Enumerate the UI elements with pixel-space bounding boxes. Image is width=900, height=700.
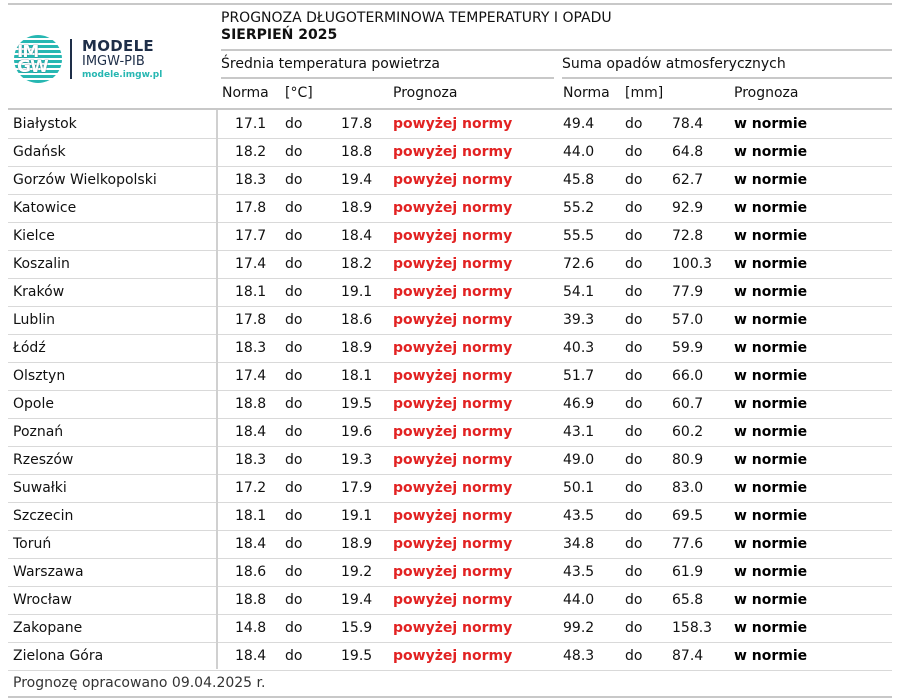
temp-forecast: powyżej normy xyxy=(393,368,513,384)
temp-forecast: powyżej normy xyxy=(393,228,513,244)
temp-forecast: powyżej normy xyxy=(393,200,513,216)
precip-forecast: w normie xyxy=(734,396,808,412)
city-cell: Kraków xyxy=(13,284,65,300)
temp-range-sep: do xyxy=(285,312,303,328)
temp-forecast: powyżej normy xyxy=(393,340,513,356)
city-cell: Warszawa xyxy=(13,564,84,580)
temp-norm-min: 18.1 xyxy=(235,284,267,300)
precip-forecast: w normie xyxy=(734,200,808,216)
temp-norm-min: 17.4 xyxy=(235,368,267,384)
city-cell: Szczecin xyxy=(13,508,74,524)
precip-range-sep: do xyxy=(625,592,643,608)
precip-norm-min: 55.2 xyxy=(563,200,595,216)
precip-forecast: w normie xyxy=(734,480,808,496)
precip-norm-min: 50.1 xyxy=(563,480,595,496)
precip-norm-max: 78.4 xyxy=(672,116,704,132)
temp-norm-max: 18.1 xyxy=(341,368,373,384)
temp-norm-max: 19.1 xyxy=(341,284,373,300)
temp-norm-min: 18.3 xyxy=(235,172,267,188)
temp-range-sep: do xyxy=(285,424,303,440)
precip-range-sep: do xyxy=(625,620,643,636)
temp-forecast: powyżej normy xyxy=(393,144,513,160)
precip-range-sep: do xyxy=(625,564,643,580)
table-row xyxy=(8,194,892,223)
temp-range-sep: do xyxy=(285,340,303,356)
temp-norm-max: 19.3 xyxy=(341,452,373,468)
precip-norm-min: 54.1 xyxy=(563,284,595,300)
precip-norm-min: 40.3 xyxy=(563,340,595,356)
temp-norm-min: 17.1 xyxy=(235,116,267,132)
precip-forecast: w normie xyxy=(734,312,808,328)
temp-norm-min: 18.2 xyxy=(235,144,267,160)
precip-norm-max: 69.5 xyxy=(672,508,704,524)
page-title: PROGNOZA DŁUGOTERMINOWA TEMPERATURY I OPADU xyxy=(221,10,612,26)
temp-range-sep: do xyxy=(285,368,303,384)
precip-forecast: w normie xyxy=(734,620,808,636)
temp-norm-min: 18.1 xyxy=(235,508,267,524)
temp-range-sep: do xyxy=(285,228,303,244)
precip-forecast: w normie xyxy=(734,144,808,160)
temp-norma-header: Norma xyxy=(222,85,269,101)
city-cell: Łódź xyxy=(13,340,46,356)
precip-forecast: w normie xyxy=(734,256,808,272)
precip-norm-max: 77.9 xyxy=(672,284,704,300)
temp-norm-min: 17.8 xyxy=(235,312,267,328)
table-row xyxy=(8,222,892,251)
precip-norm-max: 100.3 xyxy=(672,256,713,272)
precip-norm-max: 59.9 xyxy=(672,340,704,356)
table-row xyxy=(8,138,892,167)
precip-range-sep: do xyxy=(625,340,643,356)
precip-forecast: w normie xyxy=(734,536,808,552)
table-row xyxy=(8,390,892,419)
temp-norm-min: 18.4 xyxy=(235,536,267,552)
temp-norm-max: 15.9 xyxy=(341,620,373,636)
precip-norm-max: 60.2 xyxy=(672,424,704,440)
temp-forecast: powyżej normy xyxy=(393,620,513,636)
temp-norm-max: 18.9 xyxy=(341,200,373,216)
precip-range-sep: do xyxy=(625,480,643,496)
logo-separator xyxy=(70,39,72,79)
bottom-divider xyxy=(8,696,892,698)
precip-forecast: w normie xyxy=(734,424,808,440)
temp-norm-min: 14.8 xyxy=(235,620,267,636)
city-cell: Zakopane xyxy=(13,620,83,636)
temp-norm-min: 17.7 xyxy=(235,228,267,244)
footer-note: Prognozę opracowano 09.04.2025 r. xyxy=(13,675,266,691)
precip-norm-min: 46.9 xyxy=(563,396,595,412)
temp-range-sep: do xyxy=(285,396,303,412)
temp-range-sep: do xyxy=(285,172,303,188)
precip-range-sep: do xyxy=(625,172,643,188)
precip-norm-min: 48.3 xyxy=(563,648,595,664)
temp-forecast: powyżej normy xyxy=(393,116,513,132)
table-row xyxy=(8,558,892,587)
precip-range-sep: do xyxy=(625,396,643,412)
precip-forecast: w normie xyxy=(734,116,808,132)
temp-forecast: powyżej normy xyxy=(393,424,513,440)
temp-forecast: powyżej normy xyxy=(393,312,513,328)
precip-norm-min: 39.3 xyxy=(563,312,595,328)
table-row xyxy=(8,250,892,279)
precip-norm-max: 61.9 xyxy=(672,564,704,580)
precip-norm-max: 77.6 xyxy=(672,536,704,552)
precip-norm-min: 72.6 xyxy=(563,256,595,272)
temp-norm-max: 19.2 xyxy=(341,564,373,580)
table-row xyxy=(8,474,892,503)
precip-norm-min: 99.2 xyxy=(563,620,595,636)
precip-norm-min: 34.8 xyxy=(563,536,595,552)
temp-forecast: powyżej normy xyxy=(393,564,513,580)
temp-forecast: powyżej normy xyxy=(393,536,513,552)
precip-forecast: w normie xyxy=(734,340,808,356)
table-row xyxy=(8,362,892,391)
precip-range-sep: do xyxy=(625,424,643,440)
precip-range-sep: do xyxy=(625,144,643,160)
temp-range-sep: do xyxy=(285,284,303,300)
precip-norm-max: 57.0 xyxy=(672,312,704,328)
city-cell: Rzeszów xyxy=(13,452,74,468)
temp-norm-min: 18.8 xyxy=(235,396,267,412)
precip-norm-min: 45.8 xyxy=(563,172,595,188)
table-row xyxy=(8,614,892,643)
precip-norma-header: Norma xyxy=(563,85,610,101)
temp-norm-min: 18.8 xyxy=(235,592,267,608)
temp-range-sep: do xyxy=(285,648,303,664)
temp-norm-max: 18.8 xyxy=(341,144,373,160)
precip-range-sep: do xyxy=(625,648,643,664)
temp-group-divider xyxy=(221,77,554,79)
temp-norm-max: 19.1 xyxy=(341,508,373,524)
temp-norm-max: 19.4 xyxy=(341,592,373,608)
logo-name: MODELE xyxy=(82,37,154,55)
table-row xyxy=(8,166,892,195)
logo-circle-line2: GW xyxy=(17,57,48,77)
precip-norm-min: 49.4 xyxy=(563,116,595,132)
imgw-emblem-icon xyxy=(14,35,62,83)
precip-norm-max: 72.8 xyxy=(672,228,704,244)
city-cell: Toruń xyxy=(13,536,52,552)
precip-norm-max: 87.4 xyxy=(672,648,704,664)
precip-range-sep: do xyxy=(625,116,643,132)
precip-range-sep: do xyxy=(625,284,643,300)
temp-norm-min: 17.8 xyxy=(235,200,267,216)
temp-norm-max: 17.9 xyxy=(341,480,373,496)
precip-forecast: w normie xyxy=(734,284,808,300)
temp-forecast: powyżej normy xyxy=(393,172,513,188)
temp-unit-header: [°C] xyxy=(285,85,313,101)
precip-norm-min: 43.5 xyxy=(563,508,595,524)
precip-norm-min: 44.0 xyxy=(563,592,595,608)
temp-norm-min: 18.6 xyxy=(235,564,267,580)
temp-norm-max: 18.2 xyxy=(341,256,373,272)
temp-range-sep: do xyxy=(285,480,303,496)
temp-norm-max: 19.4 xyxy=(341,172,373,188)
temp-range-sep: do xyxy=(285,620,303,636)
table-row xyxy=(8,306,892,335)
precip-range-sep: do xyxy=(625,368,643,384)
precip-norm-min: 51.7 xyxy=(563,368,595,384)
temp-forecast: powyżej normy xyxy=(393,284,513,300)
precip-norm-min: 43.1 xyxy=(563,424,595,440)
temp-norm-max: 17.8 xyxy=(341,116,373,132)
temp-forecast: powyżej normy xyxy=(393,256,513,272)
temp-norm-min: 17.4 xyxy=(235,256,267,272)
precip-forecast: w normie xyxy=(734,452,808,468)
imgw-logo xyxy=(14,35,164,87)
precip-forecast: w normie xyxy=(734,592,808,608)
temp-forecast: powyżej normy xyxy=(393,452,513,468)
precip-range-sep: do xyxy=(625,508,643,524)
temp-norm-min: 18.4 xyxy=(235,648,267,664)
precip-norm-min: 44.0 xyxy=(563,144,595,160)
temp-range-sep: do xyxy=(285,144,303,160)
precip-norm-min: 43.5 xyxy=(563,564,595,580)
temp-forecast: powyżej normy xyxy=(393,508,513,524)
temp-range-sep: do xyxy=(285,200,303,216)
precip-forecast: w normie xyxy=(734,508,808,524)
temp-norm-max: 19.6 xyxy=(341,424,373,440)
precip-norm-min: 55.5 xyxy=(563,228,595,244)
temp-range-sep: do xyxy=(285,452,303,468)
city-cell: Olsztyn xyxy=(13,368,66,384)
logo-circle-line1: IM xyxy=(17,42,39,62)
page-subtitle: SIERPIEŃ 2025 xyxy=(221,27,338,43)
table-row xyxy=(8,502,892,531)
temp-forecast: powyżej normy xyxy=(393,480,513,496)
precip-norm-max: 92.9 xyxy=(672,200,704,216)
city-cell: Poznań xyxy=(13,424,64,440)
precip-norm-max: 62.7 xyxy=(672,172,704,188)
table-row xyxy=(8,418,892,447)
temp-norm-max: 18.9 xyxy=(341,340,373,356)
table-row xyxy=(8,446,892,475)
city-cell: Suwałki xyxy=(13,480,67,496)
temp-norm-max: 19.5 xyxy=(341,648,373,664)
table-row xyxy=(8,278,892,307)
precip-range-sep: do xyxy=(625,312,643,328)
precip-forecast: w normie xyxy=(734,648,808,664)
precip-range-sep: do xyxy=(625,228,643,244)
table-row xyxy=(8,586,892,615)
temp-norm-min: 18.3 xyxy=(235,452,267,468)
precip-forecast: w normie xyxy=(734,368,808,384)
city-cell: Koszalin xyxy=(13,256,70,272)
city-cell: Kielce xyxy=(13,228,55,244)
logo-site: modele.imgw.pl xyxy=(82,70,163,80)
city-cell: Lublin xyxy=(13,312,55,328)
temp-norm-min: 17.2 xyxy=(235,480,267,496)
precip-norm-max: 60.7 xyxy=(672,396,704,412)
temp-norm-max: 18.9 xyxy=(341,536,373,552)
precip-group-header: Suma opadów atmosferycznych xyxy=(562,56,786,72)
temp-range-sep: do xyxy=(285,592,303,608)
precip-unit-header: [mm] xyxy=(625,85,664,101)
temp-range-sep: do xyxy=(285,508,303,524)
logo-org: IMGW-PIB xyxy=(82,54,145,69)
temp-forecast: powyżej normy xyxy=(393,396,513,412)
temp-group-header: Średnia temperatura powietrza xyxy=(221,56,440,72)
temp-norm-min: 18.3 xyxy=(235,340,267,356)
precip-group-divider xyxy=(562,77,892,79)
precip-norm-max: 64.8 xyxy=(672,144,704,160)
precip-forecast: w normie xyxy=(734,172,808,188)
temp-norm-max: 18.6 xyxy=(341,312,373,328)
precip-norm-max: 65.8 xyxy=(672,592,704,608)
city-cell: Opole xyxy=(13,396,54,412)
precip-norm-max: 83.0 xyxy=(672,480,704,496)
table-row xyxy=(8,642,892,671)
city-cell: Zielona Góra xyxy=(13,648,104,664)
temp-range-sep: do xyxy=(285,256,303,272)
temp-range-sep: do xyxy=(285,536,303,552)
temp-norm-max: 19.5 xyxy=(341,396,373,412)
precip-norm-max: 66.0 xyxy=(672,368,704,384)
table-row xyxy=(8,110,892,139)
city-cell: Białystok xyxy=(13,116,77,132)
precip-range-sep: do xyxy=(625,536,643,552)
temp-forecast: powyżej normy xyxy=(393,648,513,664)
temp-forecast-header: Prognoza xyxy=(393,85,458,101)
city-cell: Gorzów Wielkopolski xyxy=(13,172,157,188)
city-cell: Katowice xyxy=(13,200,77,216)
city-cell: Gdańsk xyxy=(13,144,66,160)
precip-forecast-header: Prognoza xyxy=(734,85,799,101)
top-divider xyxy=(8,3,892,5)
temp-forecast: powyżej normy xyxy=(393,592,513,608)
temp-norm-max: 18.4 xyxy=(341,228,373,244)
table-row xyxy=(8,530,892,559)
city-cell: Wrocław xyxy=(13,592,72,608)
title-divider xyxy=(221,49,892,51)
precip-norm-max: 80.9 xyxy=(672,452,704,468)
temp-range-sep: do xyxy=(285,116,303,132)
temp-norm-min: 18.4 xyxy=(235,424,267,440)
table-row xyxy=(8,334,892,363)
precip-range-sep: do xyxy=(625,256,643,272)
precip-forecast: w normie xyxy=(734,228,808,244)
precip-range-sep: do xyxy=(625,200,643,216)
precip-range-sep: do xyxy=(625,452,643,468)
city-column-separator xyxy=(216,110,218,669)
precip-norm-min: 49.0 xyxy=(563,452,595,468)
temp-range-sep: do xyxy=(285,564,303,580)
precip-forecast: w normie xyxy=(734,564,808,580)
precip-norm-max: 158.3 xyxy=(672,620,713,636)
